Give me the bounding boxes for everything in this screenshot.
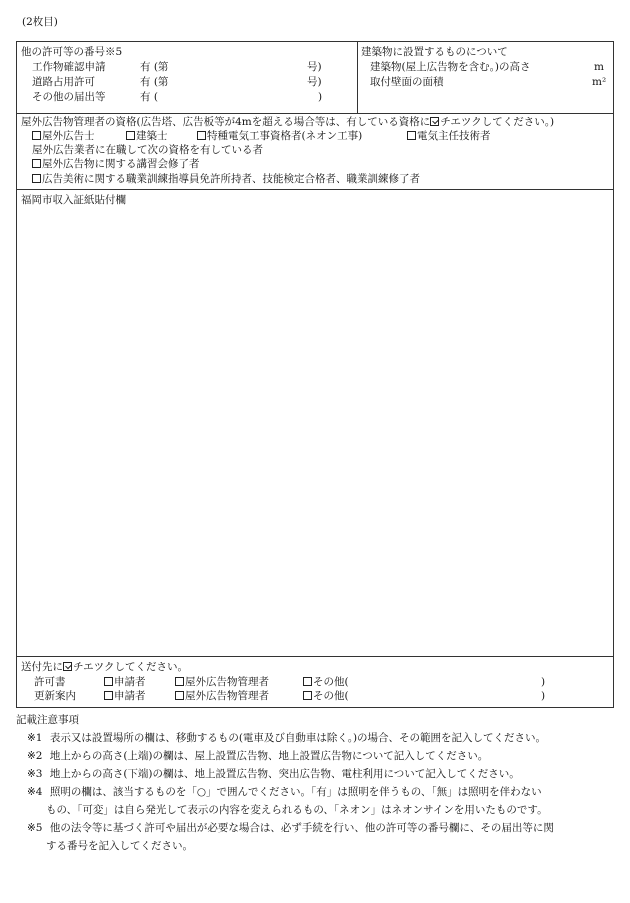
manager-title — [21, 117, 554, 128]
manager-option-row — [32, 159, 200, 170]
building-row-label: 取付壁面の面積 — [370, 76, 444, 88]
manager-option-row — [407, 131, 491, 142]
manager-title-text: 屋外広告物管理者の資格(広告塔、広告板等が4mを超える場合等は、有している資格に — [21, 116, 431, 128]
manager-option-row — [126, 131, 168, 142]
checked-box-icon — [430, 117, 439, 126]
note-text: 他の法令等に基づく許可や届出が必要な場合は、必ず手続を行い、他の許可等の番号欄に、その届出等に関 — [49, 822, 554, 834]
send-option — [175, 691, 269, 702]
permits-divider — [357, 41, 358, 113]
option-label: 申請者 — [114, 676, 146, 688]
building-row-unit: m² — [592, 76, 607, 88]
employed-note: 屋外広告業者に在職して次の資格を有している者 — [32, 144, 263, 156]
permit-row-suffix: 号) — [307, 61, 322, 73]
checkbox-icon[interactable] — [407, 131, 416, 140]
send-option — [175, 677, 269, 688]
building-row-unit: m — [594, 61, 604, 73]
checkbox-icon[interactable] — [303, 691, 312, 700]
page-label: (2枚目) — [22, 16, 58, 28]
notes-title: 記載注意事項 — [16, 714, 79, 726]
note-continuation: もの、「可変」は自ら発光して表示の内容を変えられるもの、「ネオン」はネオンサインを用いたものです。 — [46, 804, 548, 816]
note-mark: ※5 — [27, 822, 43, 834]
send-option — [303, 691, 349, 702]
permit-row-label: その他の届出等 — [32, 91, 106, 103]
option-label: 広告美術に関する職業訓練指導員免許所持者、技能検定合格者、職業訓練修了者 — [42, 173, 420, 185]
note-text: 地上からの高さ(下端)の欄は、地上設置広告物、突出広告物、電柱利用について記入してください。 — [49, 768, 520, 780]
manager-option-row — [32, 174, 420, 185]
manager-option-row — [32, 131, 95, 142]
note-item — [27, 766, 520, 783]
note-mark: ※2 — [27, 750, 43, 762]
permits-bottom-line — [16, 113, 614, 114]
send-row-label: 更新案内 — [34, 690, 76, 702]
option-label: 屋外広告士 — [42, 130, 95, 142]
note-item — [27, 748, 488, 765]
send-option — [303, 677, 349, 688]
option-label: 申請者 — [114, 690, 146, 702]
stamp-bottom-line — [16, 656, 614, 657]
checked-box-icon — [63, 662, 72, 671]
checkbox-icon[interactable] — [197, 131, 206, 140]
permit-row-label: 工作物確認申請 — [32, 61, 106, 73]
send-option-close: ) — [541, 676, 546, 688]
send-option-close: ) — [541, 690, 546, 702]
note-text: 地上からの高さ(上端)の欄は、屋上設置広告物、地上設置広告物について記入してください。 — [49, 750, 489, 762]
option-label: 電気主任技術者 — [417, 130, 491, 142]
note-mark: ※4 — [27, 786, 43, 798]
note-mark: ※1 — [27, 732, 43, 744]
building-title: 建築物に設置するものについて — [361, 46, 508, 58]
checkbox-icon[interactable] — [104, 691, 113, 700]
permits-title: 他の許可等の番号※5 — [21, 46, 123, 58]
checkbox-icon[interactable] — [104, 677, 113, 686]
checkbox-icon[interactable] — [32, 174, 41, 183]
permit-row-value[interactable]: 有 ( — [140, 91, 158, 103]
send-to-text-b: チエツクしてください。 — [73, 661, 188, 673]
checkbox-icon[interactable] — [175, 677, 184, 686]
option-label: その他( — [313, 690, 349, 702]
note-item — [27, 730, 546, 747]
manager-option-row — [197, 131, 362, 142]
permit-row-suffix: ) — [318, 91, 323, 103]
send-option — [104, 677, 146, 688]
manager-bottom-line — [16, 189, 614, 190]
note-mark: ※3 — [27, 768, 43, 780]
send-to-text: 送付先に — [21, 661, 63, 673]
manager-title-text-b: チエツクしてください。) — [440, 116, 555, 128]
option-label: 屋外広告物管理者 — [185, 676, 269, 688]
send-to-title — [21, 662, 188, 673]
option-label: 屋外広告物管理者 — [185, 690, 269, 702]
option-label: 特種電気工事資格者(ネオン工事) — [207, 130, 363, 142]
permit-row-suffix: 号) — [307, 76, 322, 88]
checkbox-icon[interactable] — [303, 677, 312, 686]
note-continuation: する番号を記入してください。 — [46, 840, 193, 852]
stamp-area-label: 福岡市収入証紙貼付欄 — [21, 194, 126, 206]
option-label: 屋外広告物に関する講習会修了者 — [42, 158, 200, 170]
checkbox-icon[interactable] — [126, 131, 135, 140]
checkbox-icon[interactable] — [32, 131, 41, 140]
permit-row-value[interactable]: 有 (第 — [140, 61, 169, 73]
option-label: その他( — [313, 676, 349, 688]
checkbox-icon[interactable] — [175, 691, 184, 700]
send-row-label: 許可書 — [34, 676, 66, 688]
permit-row-value[interactable]: 有 (第 — [140, 76, 169, 88]
send-option — [104, 691, 146, 702]
checkbox-icon[interactable] — [32, 159, 41, 168]
note-item — [27, 820, 554, 837]
building-row-label: 建築物(屋上広告物を含む。)の高さ — [370, 61, 531, 73]
permit-row-label: 道路占用許可 — [32, 76, 95, 88]
option-label: 建築士 — [136, 130, 168, 142]
note-text: 表示又は設置場所の欄は、移動するもの(電車及び自動車は除く。)の場合、その範囲を記入してください。 — [49, 732, 547, 744]
note-item — [27, 784, 542, 801]
note-text: 照明の欄は、該当するものを「○」で囲んでください。「有」は照明を伴うもの、「無」は照明を伴わない — [49, 786, 542, 798]
